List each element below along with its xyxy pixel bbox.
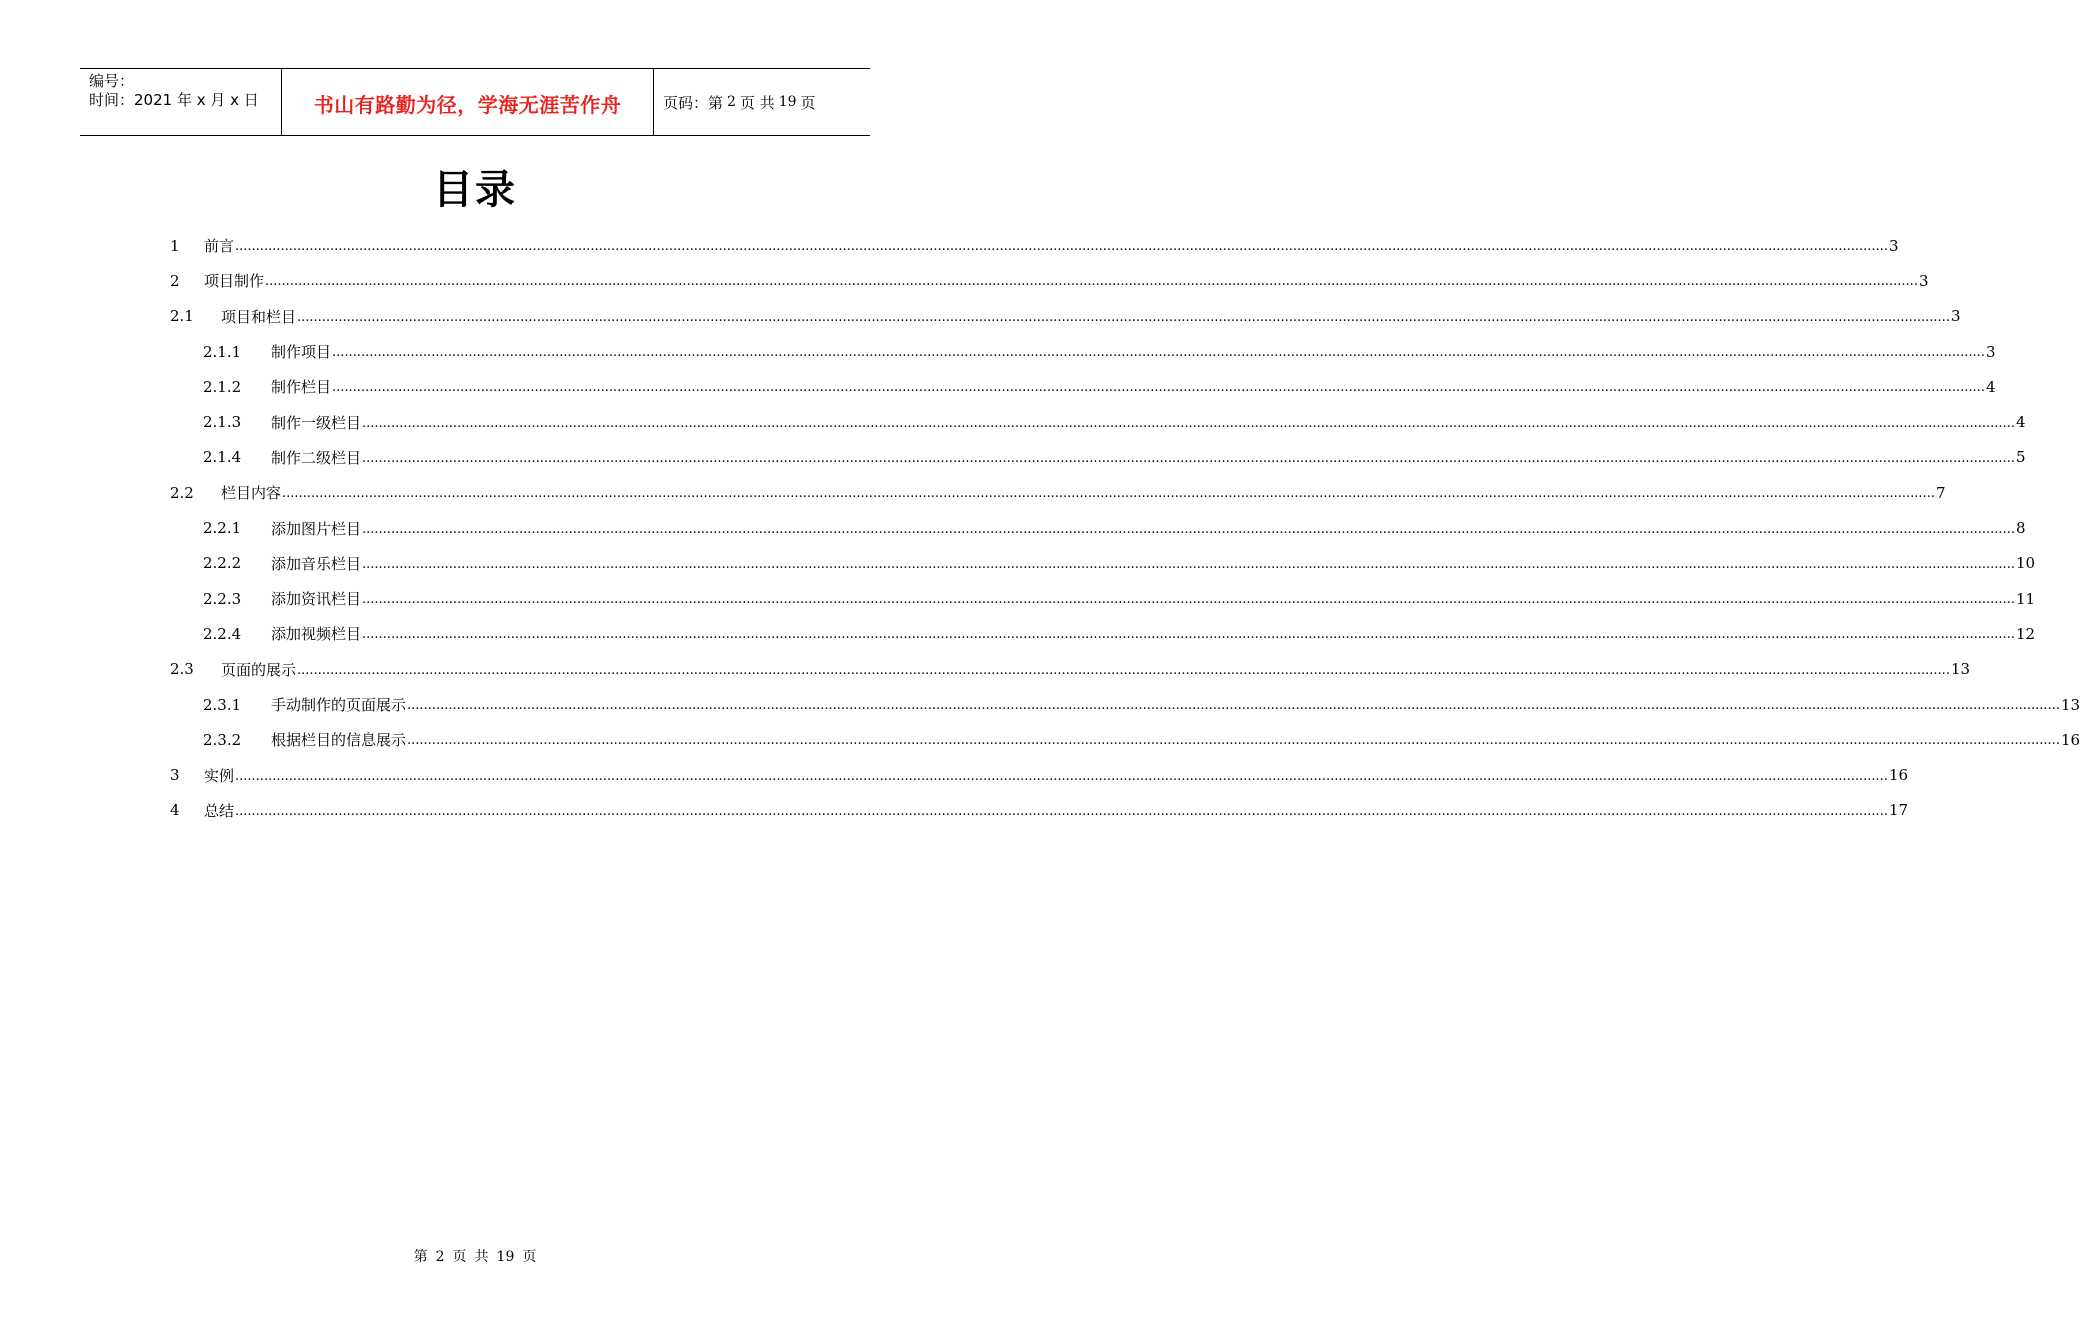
toc-entry-number: 2.2.1 (203, 519, 242, 538)
toc-entry-page: 10 (2015, 554, 2036, 573)
toc-entry[interactable] (170, 369, 1996, 404)
toc-entry-number: 2.3 (170, 660, 194, 679)
toc-entry-number: 2.1.1 (203, 342, 242, 361)
toc-entry-title: 根据栏目的信息展示 (271, 731, 407, 750)
toc-entry-page: 13 (1950, 660, 1971, 679)
toc-entry-title: 手动制作的页面展示 (271, 696, 407, 714)
toc-entry-page: 3 (1985, 342, 1996, 361)
toc-entry-page: 3 (1950, 307, 1961, 326)
header-motto-cell (281, 69, 654, 135)
toc-entry-number: 4 (170, 801, 180, 820)
toc-entry[interactable] (170, 757, 1909, 792)
header-page-mid: 页 共 (739, 93, 775, 112)
toc-entry[interactable] (170, 687, 2080, 722)
toc-dot-leader: ................................................................................................................................................................................................................................................................................................................................................................................................................ (362, 450, 2015, 466)
toc-entry-page: 12 (2015, 624, 2036, 643)
header-page-prefix: 页码：第 (663, 93, 724, 112)
toc-entry-title: 项目制作 (204, 272, 265, 291)
toc-dot-leader: ................................................................................................................................................................................................................................................................................................................................................................................................................ (282, 486, 1935, 502)
toc-entry-page: 13 (2060, 695, 2080, 714)
toc-entry-title: 制作栏目 (271, 378, 332, 397)
toc-entry-title: 前言 (204, 237, 235, 256)
header-page-current: 2 (727, 94, 736, 110)
toc-dot-leader: ................................................................................................................................................................................................................................................................................................................................................................................................................ (362, 627, 2015, 643)
toc-entry[interactable] (170, 404, 2026, 439)
toc-entry[interactable] (170, 475, 1946, 510)
toc-entry[interactable] (170, 299, 1961, 334)
toc-entry[interactable] (170, 546, 2036, 581)
footer-suffix: 页 (522, 1249, 537, 1265)
footer-current-page: 2 (435, 1249, 445, 1265)
toc-entry-number: 2.3.1 (203, 695, 242, 714)
document-number-label: 编号： (89, 72, 135, 90)
toc-entry-title: 页面的展示 (221, 660, 297, 679)
toc-entry-number: 2.2 (170, 483, 194, 502)
toc-entry[interactable] (170, 334, 1996, 369)
toc-entry-title: 项目和栏目 (221, 307, 297, 326)
document-time-label: 时间：2021 年 x 月 x 日 (89, 91, 259, 109)
header-page-suffix: 页 (800, 93, 816, 112)
toc-entry[interactable] (170, 616, 2036, 651)
toc-entry-number: 2.1.2 (203, 377, 242, 396)
toc-entry-page: 16 (2060, 730, 2080, 749)
table-of-contents (170, 228, 2080, 828)
toc-entry-number: 1 (170, 236, 180, 255)
toc-entry-page: 11 (2015, 589, 2036, 608)
toc-entry-title: 添加资讯栏目 (271, 590, 362, 609)
footer-mid1: 页 (452, 1249, 467, 1265)
toc-entry-title: 添加图片栏目 (271, 519, 362, 538)
toc-dot-leader: ................................................................................................................................................................................................................................................................................................................................................................................................................ (297, 662, 1950, 678)
toc-entry[interactable] (170, 793, 1909, 828)
header-page-total: 19 (778, 94, 797, 110)
toc-entry-page: 4 (1985, 377, 1996, 396)
toc-entry-page: 8 (2015, 519, 2026, 538)
footer-total-pages: 19 (496, 1249, 515, 1265)
toc-dot-leader: ................................................................................................................................................................................................................................................................................................................................................................................................................ (235, 239, 1888, 255)
toc-dot-leader: ................................................................................................................................................................................................................................................................................................................................................................................................................ (332, 345, 1985, 361)
footer-prefix: 第 (413, 1249, 428, 1265)
document-header (80, 68, 870, 136)
toc-entry-number: 2.2.2 (203, 554, 242, 573)
toc-entry[interactable] (170, 581, 2036, 616)
page-footer (0, 1246, 950, 1266)
toc-dot-leader: ................................................................................................................................................................................................................................................................................................................................................................................................................ (362, 521, 2015, 537)
toc-entry-number: 2.2.3 (203, 589, 242, 608)
toc-entry-title: 制作项目 (271, 343, 332, 362)
toc-entry-title: 栏目内容 (221, 484, 282, 503)
toc-entry-number: 2 (170, 271, 180, 290)
toc-dot-leader: ................................................................................................................................................................................................................................................................................................................................................................................................................ (297, 309, 1950, 325)
toc-entry[interactable] (170, 510, 2026, 545)
toc-entry-page: 3 (1888, 236, 1899, 255)
page-title: 目录 (433, 167, 517, 213)
toc-entry-page: 7 (1935, 483, 1946, 502)
toc-entry[interactable] (170, 652, 1971, 687)
toc-entry-title: 添加视频栏目 (271, 625, 362, 644)
toc-entry-title: 制作一级栏目 (271, 413, 362, 432)
toc-entry-title: 制作二级栏目 (271, 448, 362, 467)
header-motto: 书山有路勤为径，学海无涯苦作舟 (313, 92, 622, 117)
toc-entry-page: 17 (1888, 801, 1909, 820)
toc-entry-page: 16 (1888, 766, 1909, 785)
toc-entry-number: 2.1.3 (203, 413, 242, 432)
toc-dot-leader: ................................................................................................................................................................................................................................................................................................................................................................................................................ (265, 274, 1918, 290)
toc-entry-title: 总结 (204, 801, 235, 820)
toc-entry-title: 实例 (204, 766, 235, 785)
toc-dot-leader: ................................................................................................................................................................................................................................................................................................................................................................................................................ (407, 733, 2060, 749)
toc-entry-number: 2.2.4 (203, 624, 242, 643)
toc-entry-number: 2.1.4 (203, 448, 242, 467)
toc-dot-leader: ................................................................................................................................................................................................................................................................................................................................................................................................................ (362, 415, 2015, 431)
toc-entry-page: 4 (2015, 413, 2026, 432)
toc-entry-number: 3 (170, 766, 180, 785)
toc-entry-page: 5 (2015, 448, 2026, 467)
header-page-cell (654, 69, 870, 135)
header-meta-cell (80, 69, 281, 135)
footer-mid2: 共 (474, 1249, 489, 1265)
toc-entry[interactable] (170, 228, 1899, 263)
toc-entry-title: 添加音乐栏目 (271, 554, 362, 573)
toc-dot-leader: ................................................................................................................................................................................................................................................................................................................................................................................................................ (362, 592, 2015, 608)
toc-entry[interactable] (170, 263, 1929, 298)
toc-dot-leader: ................................................................................................................................................................................................................................................................................................................................................................................................................ (362, 556, 2015, 572)
toc-dot-leader: ................................................................................................................................................................................................................................................................................................................................................................................................................ (407, 698, 2060, 713)
toc-dot-leader: ................................................................................................................................................................................................................................................................................................................................................................................................................ (332, 380, 1985, 396)
toc-entry-page: 3 (1918, 271, 1929, 290)
toc-entry-number: 2.3.2 (203, 730, 242, 749)
toc-entry-number: 2.1 (170, 307, 194, 326)
toc-dot-leader: ................................................................................................................................................................................................................................................................................................................................................................................................................ (235, 803, 1888, 819)
toc-entry[interactable] (170, 440, 2026, 475)
toc-entry[interactable] (170, 722, 2080, 757)
toc-dot-leader: ................................................................................................................................................................................................................................................................................................................................................................................................................ (235, 768, 1888, 784)
